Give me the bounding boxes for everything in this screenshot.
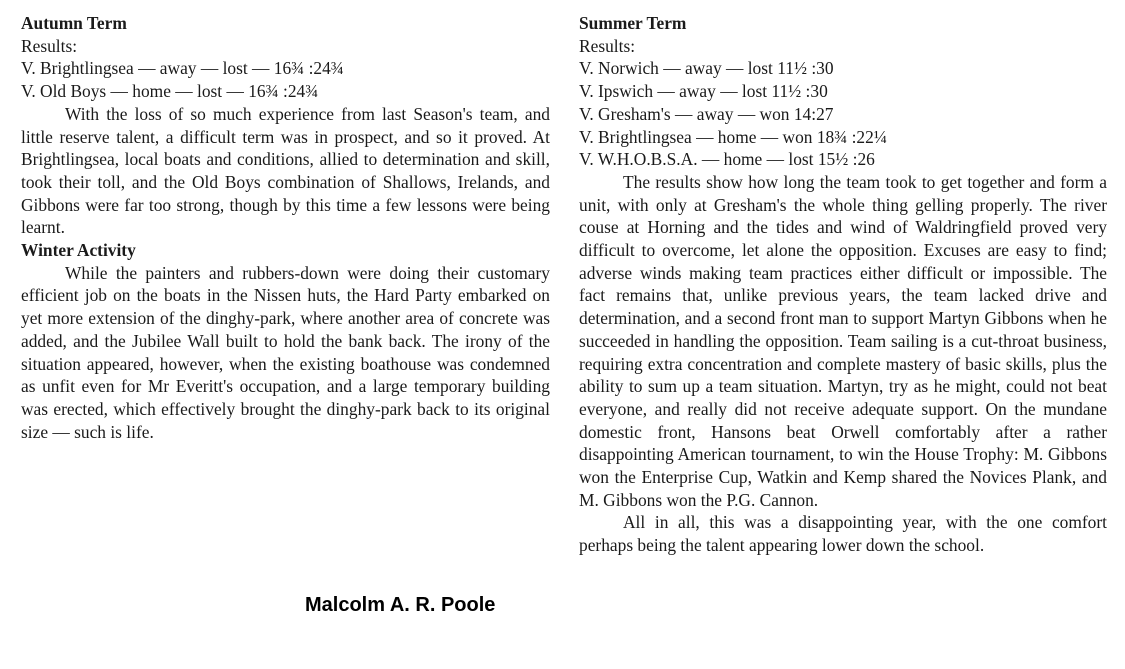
autumn-term-heading: Autumn Term — [21, 13, 127, 33]
summer-term-heading: Summer Term — [579, 13, 687, 33]
autumn-result-item: V. Brightlingsea — away — lost — 16¾ :24¾ — [21, 58, 344, 79]
summer-paragraph-2: All in all, this was a disappointing year, with the one comfort perhaps being the talent appearing lower down the school. — [579, 512, 1107, 556]
summer-results-label: Results: — [579, 35, 636, 56]
summer-result-item: V. Norwich — away — lost 11½ :30 — [579, 58, 834, 79]
summer-result-item: V. Brightlingsea — home — won 18¾ :22¼ — [579, 126, 887, 147]
autumn-paragraph: With the loss of so much experience from last Season's team, and little reserve talent, a difficult term was in prospect, and so it proved. At Brightlingsea, local boats and conditions, allied to determination and skill, took their toll, and the Old Boys combination of Shallows, Irelands, and Gibbons were far too strong, though by this time a few lessons were being learnt. — [21, 103, 550, 238]
winter-activity-heading: Winter Activity — [21, 240, 136, 261]
winter-paragraph: While the painters and rubbers-down were doing their customary efficient job on the boats in the Nissen huts, the Hard Party embarked on yet more extension of the dinghy-park, where another area of concrete was added, and the Jubilee Wall built to hold the bank back. The irony of the situation appeared, however, when the existing boathouse was condemned as unfit even for Mr Everitt's occupation, and a large temporary building was erected, which effectively brought the dinghy-park back to its original size — such is life. — [21, 262, 550, 442]
autumn-result-item: V. Old Boys — home — lost — 16¾ :24¾ — [21, 81, 319, 102]
summer-result-item: V. Gresham's — away — won 14:27 — [579, 103, 834, 124]
summer-paragraph-1: The results show how long the team took to get together and form a unit, with only at Gresham's the whole thing gelling properly. The river couse at Horning and the tides and wind of Waldringfield proved very difficult to overcome, let alone the opposition. Excuses are easy to find; adverse winds making team practices either difficult or impossible. The fact remains that, unlike previous years, the team lacked drive and determination, and a second front man to support Martyn Gibbons when he succeeded in handling the opposition. Team sailing is a cut-throat business, requiring extra concentration and complete mastery of basic skills, plus the ability to sum up a team situation. Martyn, try as he might, could not beat everyone, and really did not receive adequate support. On the mundane domestic front, Hansons beat Orwell comfortably after a rather disappointing American tournament, to win the House Trophy: M. Gibbons won the Enterprise Cup, Watkin and Kemp shared the Novices Plank, and M. Gibbons won the P.G. Cannon. — [579, 171, 1107, 510]
summer-result-item: V. W.H.O.B.S.A. — home — lost 15½ :26 — [579, 149, 875, 170]
left-column — [21, 12, 550, 443]
autumn-results-label: Results: — [21, 35, 78, 56]
author-signature: Malcolm A. R. Poole — [305, 594, 496, 616]
right-column — [579, 12, 1107, 557]
summer-result-item: V. Ipswich — away — lost 11½ :30 — [579, 81, 828, 102]
